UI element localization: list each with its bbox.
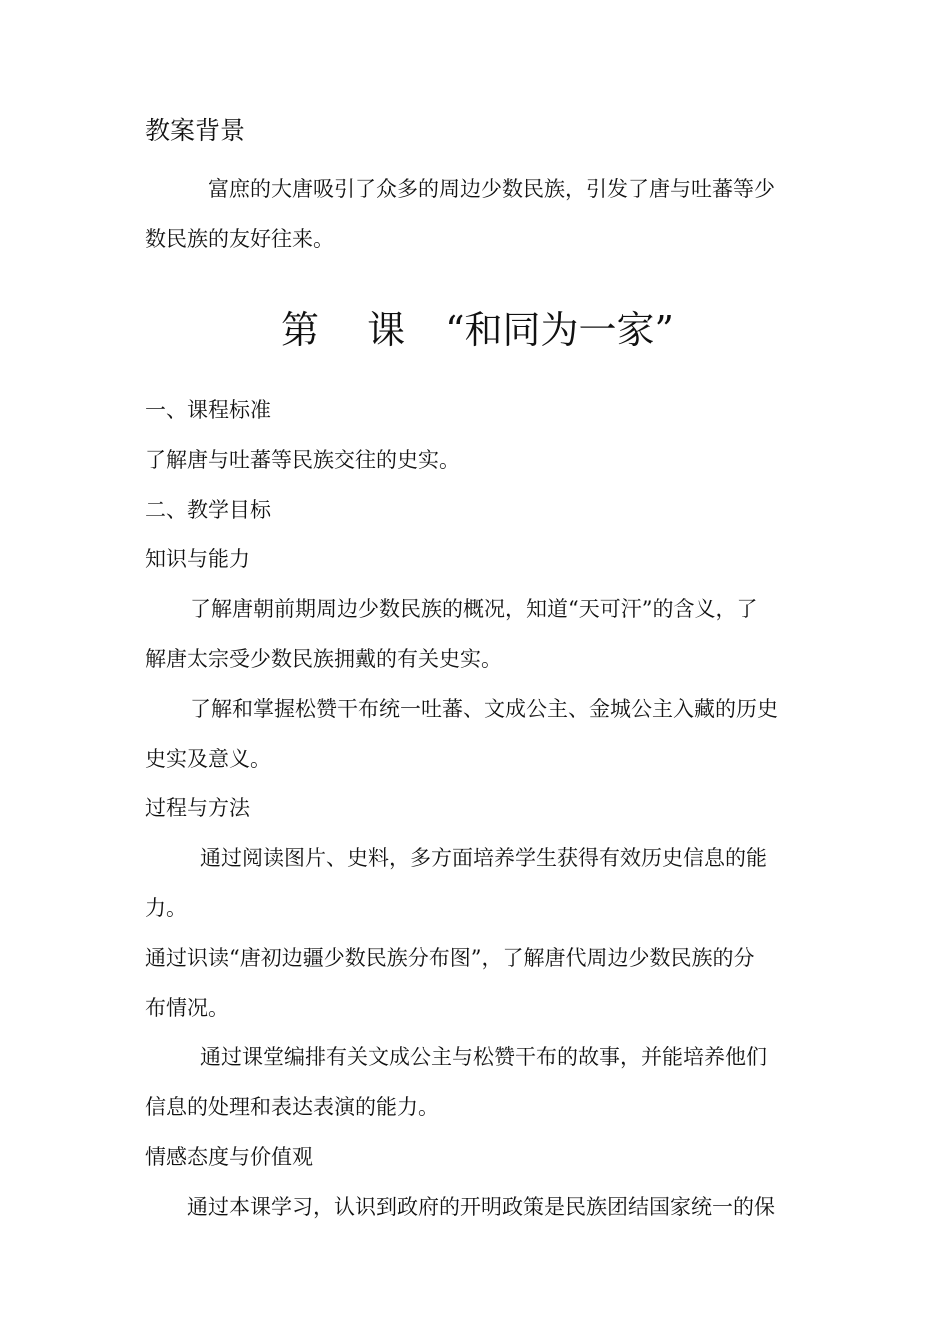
process-paragraph-2-line-2: 布情况。 <box>145 996 229 1020</box>
lesson-title-name: “和同为一家” <box>445 308 674 352</box>
emotion-heading: 情感态度与价值观 <box>145 1145 313 1169</box>
section-2-heading: 二、教学目标 <box>145 498 271 522</box>
knowledge-paragraph-2-line-1: 了解和掌握松赞干布统一吐蕃、文成公主、金城公主入藏的历史 <box>190 697 778 721</box>
background-text-line-2: 数民族的友好往来。 <box>145 227 334 251</box>
knowledge-paragraph-2-line-2: 史实及意义。 <box>145 747 271 771</box>
knowledge-paragraph-1-line-1: 了解唐朝前期周边少数民族的概况，知道“天可汗”的含义，了 <box>190 597 758 621</box>
process-paragraph-2-line-1: 通过识读“唐初边疆少数民族分布图”，了解唐代周边少数民族的分 <box>145 946 755 970</box>
process-paragraph-3-line-1: 通过课堂编排有关文成公主与松赞干布的故事，并能培养他们 <box>200 1045 767 1069</box>
background-heading: 教案背景 <box>145 116 246 145</box>
section-1-heading: 一、课程标准 <box>145 398 271 422</box>
process-paragraph-1-line-1: 通过阅读图片、史料，多方面培养学生获得有效历史信息的能 <box>200 846 767 870</box>
process-paragraph-1-line-2: 力。 <box>145 896 187 920</box>
lesson-title-prefix: 第 <box>281 308 320 352</box>
background-text-line-1: 富庶的大唐吸引了众多的周边少数民族，引发了唐与吐蕃等少 <box>208 177 775 201</box>
process-paragraph-3-line-2: 信息的处理和表达表演的能力。 <box>145 1095 439 1119</box>
knowledge-paragraph-1-line-2: 解唐太宗受少数民族拥戴的有关史实。 <box>145 647 502 671</box>
lesson-title-unit: 课 <box>367 308 406 352</box>
emotion-paragraph-1-line-1: 通过本课学习，认识到政府的开明政策是民族团结国家统一的保 <box>187 1195 775 1219</box>
section-1-text: 了解唐与吐蕃等民族交往的史实。 <box>145 448 460 472</box>
process-heading: 过程与方法 <box>145 796 250 820</box>
lesson-title <box>145 306 810 354</box>
knowledge-heading: 知识与能力 <box>145 547 250 571</box>
